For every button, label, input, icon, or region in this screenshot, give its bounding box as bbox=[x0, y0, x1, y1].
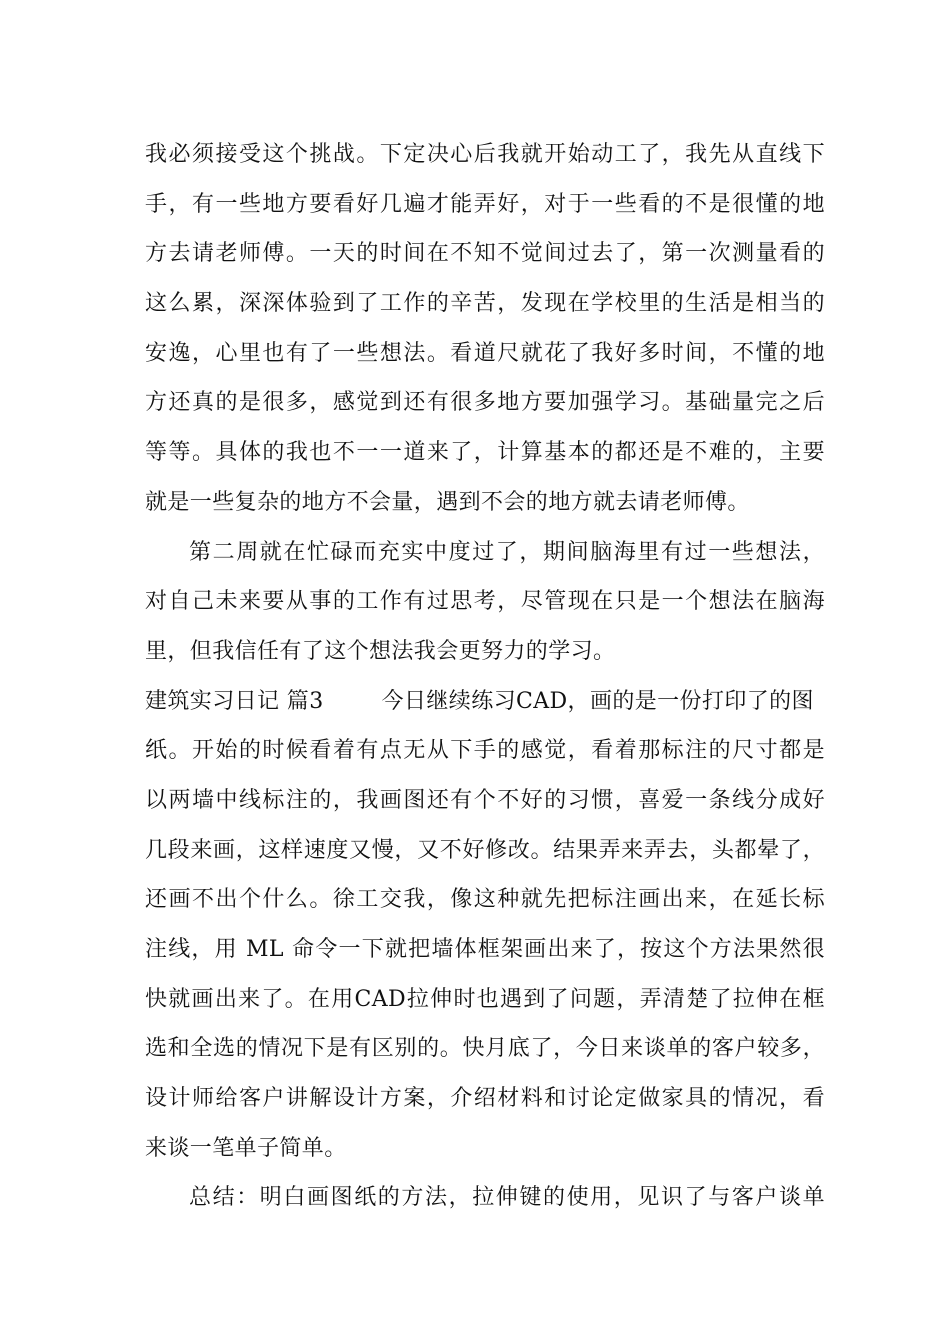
text-line: 手，有一些地方要看好几遍才能弄好，对于一些看的不是很懂的地 bbox=[145, 191, 825, 217]
text-line: 来谈一笔单子简单。 bbox=[145, 1135, 347, 1161]
text-line: 这么累，深深体验到了工作的辛苦，发现在学校里的生活是相当的 bbox=[145, 291, 825, 317]
text-line: 等等。具体的我也不一一道来了，计算基本的都还是不难的，主要 bbox=[145, 440, 825, 466]
text-line: 对自己未来要从事的工作有过思考，尽管现在只是一个想法在脑海 bbox=[145, 589, 825, 615]
text-line: 方去请老师傅。一天的时间在不知不觉间过去了，第一次测量看的 bbox=[145, 241, 825, 267]
section-heading: 建筑实习日记 篇3 bbox=[145, 688, 324, 714]
paragraph-first-line: 第二周就在忙碌而充实中度过了，期间脑海里有过一些想法， bbox=[189, 539, 825, 565]
text-line: 安逸，心里也有了一些想法。看道尺就花了我好多时间，不懂的地 bbox=[145, 340, 825, 366]
text-line: 以两墙中线标注的，我画图还有个不好的习惯，喜爱一条线分成好 bbox=[145, 787, 825, 813]
text-line: 还画不出个什么。徐工交我，像这种就先把标注画出来，在延长标 bbox=[145, 887, 825, 913]
section-heading-text: 今日继续练习CAD，画的是一份打印了的图 bbox=[381, 688, 814, 714]
text-line: 几段来画，这样速度又慢，又不好修改。结果弄来弄去，头都晕了， bbox=[145, 837, 825, 863]
text-line: 设计师给客户讲解设计方案，介绍材料和讨论定做家具的情况，看 bbox=[145, 1086, 825, 1112]
text-line: 选和全选的情况下是有区别的。快月底了，今日来谈单的客户较多， bbox=[145, 1036, 825, 1062]
text-line: 方还真的是很多，感觉到还有很多地方要加强学习。基础量完之后 bbox=[145, 390, 825, 416]
text-line: 里，但我信任有了这个想法我会更努力的学习。 bbox=[145, 638, 616, 664]
text-line: 快就画出来了。在用CAD拉伸时也遇到了问题，弄清楚了拉伸在框 bbox=[145, 986, 825, 1012]
text-line: 就是一些复杂的地方不会量，遇到不会的地方就去请老师傅。 bbox=[145, 489, 750, 515]
text-line: 我必须接受这个挑战。下定决心后我就开始动工了，我先从直线下 bbox=[145, 142, 825, 167]
document-body bbox=[145, 130, 825, 1223]
text-line: 纸。开始的时候看着有点无从下手的感觉，看着那标注的尺寸都是 bbox=[145, 738, 825, 764]
text-line: 注线，用 ML 命令一下就把墙体框架画出来了，按这个方法果然很 bbox=[145, 937, 825, 962]
paragraph-first-line: 总结：明白画图纸的方法，拉伸键的使用，见识了与客户谈单 bbox=[189, 1185, 825, 1211]
section-heading-line bbox=[145, 677, 825, 727]
